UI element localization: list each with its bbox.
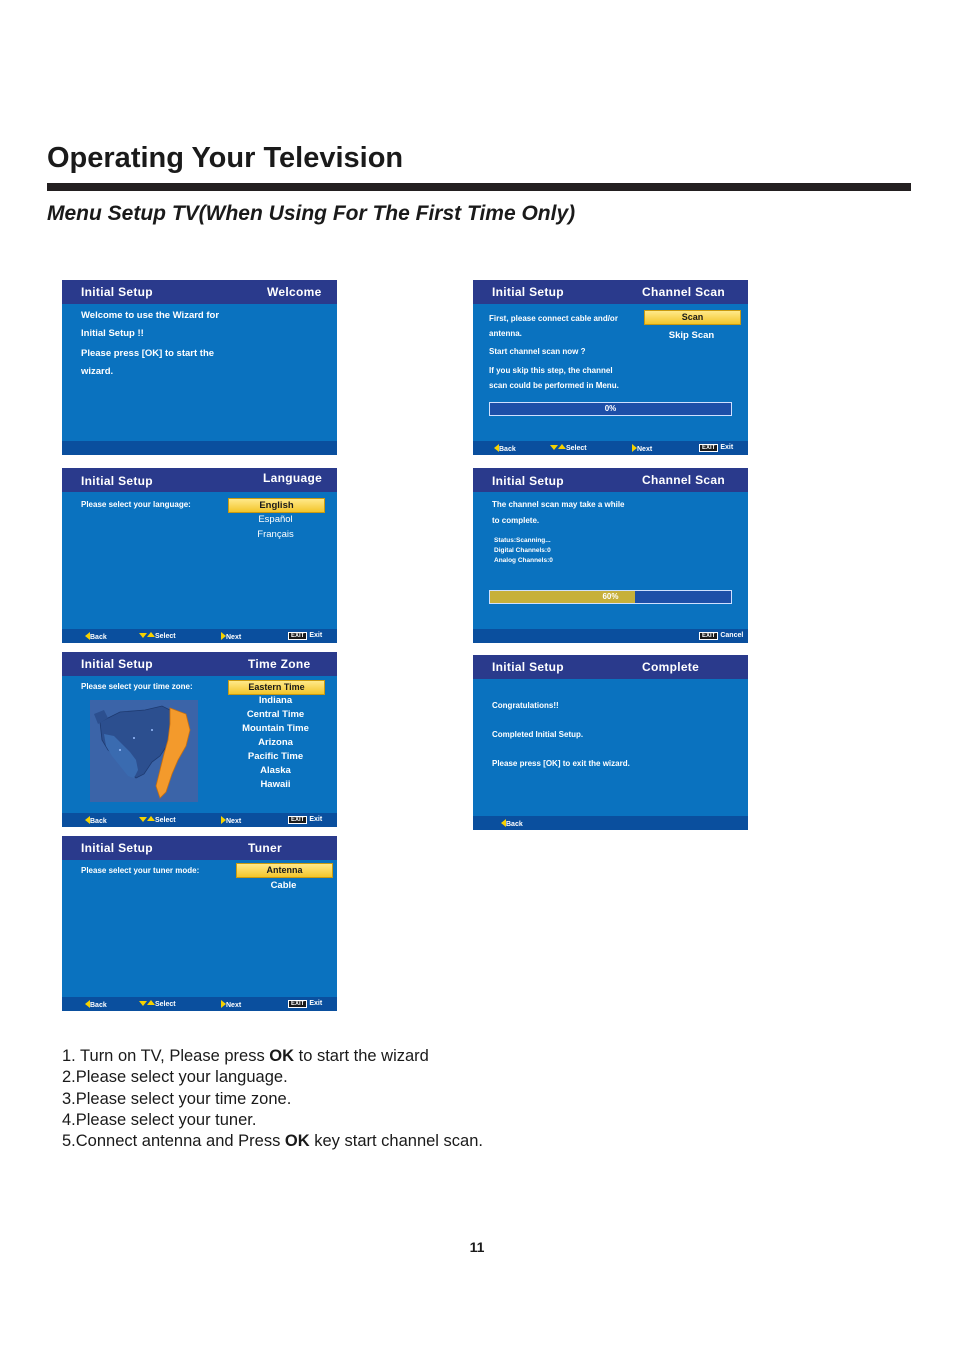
- next-hint: Next: [221, 632, 241, 641]
- screen-footer: [473, 441, 748, 455]
- header-step: Complete: [642, 660, 700, 674]
- welcome-line: Initial Setup !!: [81, 328, 144, 339]
- header-title: Initial Setup: [81, 474, 153, 488]
- exit-hint: EXIT Exit: [288, 632, 322, 639]
- header-title: Initial Setup: [81, 657, 153, 671]
- channel-scan-start-screen: [473, 280, 748, 455]
- analog-channels-count: Analog Channels:0: [494, 557, 553, 564]
- progress-label: 60%: [602, 592, 619, 601]
- header-title: Initial Setup: [492, 474, 564, 488]
- screen-footer: [473, 816, 748, 830]
- section-subtitle: Menu Setup TV(When Using For The First Time Only): [47, 202, 576, 225]
- screen-header: [62, 836, 337, 860]
- exit-key: EXIT: [288, 1000, 307, 1008]
- next-hint: Next: [221, 816, 241, 825]
- header-step: Language: [263, 471, 323, 485]
- header-step: Time Zone: [248, 657, 311, 671]
- welcome-line: Welcome to use the Wizard for: [81, 310, 220, 321]
- down-arrow-icon: [139, 633, 147, 638]
- scan-progress-bar: [489, 402, 732, 416]
- scan-info-line: scan could be performed in Menu.: [489, 381, 619, 390]
- page-number: 11: [469, 1239, 485, 1255]
- welcome-line: wizard.: [81, 366, 114, 377]
- back-hint: Back: [85, 816, 107, 825]
- screen-footer: [62, 441, 337, 455]
- language-option-francais[interactable]: Français: [257, 529, 294, 540]
- complete-line: Congratulations!!: [492, 701, 559, 710]
- tuner-option-antenna[interactable]: Antenna: [236, 863, 333, 878]
- next-hint: Next: [221, 1000, 241, 1009]
- screen-footer: [62, 997, 337, 1011]
- language-screen: [62, 468, 337, 643]
- select-hint: Select: [139, 632, 176, 640]
- exit-key: EXIT: [699, 444, 718, 452]
- screen-footer: [62, 629, 337, 643]
- time-zone-option[interactable]: Central Time: [246, 709, 305, 720]
- time-zone-option[interactable]: Hawaii: [260, 779, 291, 790]
- up-arrow-icon: [147, 632, 155, 637]
- exit-key: EXIT: [288, 816, 307, 824]
- up-arrow-icon: [558, 444, 566, 449]
- step-item: 4.Please select your tuner.: [62, 1110, 257, 1129]
- exit-key: EXIT: [288, 632, 307, 640]
- exit-hint: EXIT Exit: [699, 444, 733, 451]
- page-title: Operating Your Television: [47, 142, 404, 174]
- up-arrow-icon: [147, 1000, 155, 1005]
- scan-info-line: antenna.: [489, 329, 522, 338]
- instruction-steps: [62, 1046, 483, 1152]
- scan-info-line: The channel scan may take a while: [492, 500, 625, 509]
- back-hint: Back: [494, 444, 516, 453]
- header-step: Channel Scan: [642, 473, 725, 487]
- scan-status: Status:Scanning...: [494, 537, 551, 544]
- scan-info-line: If you skip this step, the channel: [489, 366, 613, 375]
- complete-screen: [473, 655, 748, 830]
- time-zone-option[interactable]: Eastern Time: [228, 680, 325, 695]
- map-image: [90, 700, 198, 802]
- screen-header: [473, 280, 748, 304]
- tuner-prompt: Please select your tuner mode:: [81, 866, 200, 875]
- time-zone-option[interactable]: Pacific Time: [247, 751, 304, 762]
- language-option-english[interactable]: English: [228, 498, 325, 513]
- step-item: 1. Turn on TV, Please press OK to start the wizard: [62, 1047, 429, 1065]
- title-rule: [47, 183, 911, 191]
- cancel-hint: EXIT Cancel: [699, 632, 743, 639]
- channel-scan-progress-screen: [473, 468, 748, 643]
- exit-hint: EXIT Exit: [288, 1000, 322, 1007]
- step-item: 3.Please select your time zone.: [62, 1089, 292, 1108]
- time-zone-option[interactable]: Alaska: [260, 765, 291, 776]
- down-arrow-icon: [139, 1001, 147, 1006]
- time-zone-option[interactable]: Indiana: [258, 695, 293, 706]
- back-hint: Back: [501, 819, 523, 828]
- down-arrow-icon: [550, 445, 558, 450]
- time-zone-option[interactable]: Mountain Time: [242, 723, 309, 734]
- progress-label: 0%: [604, 404, 617, 413]
- screen-header: [62, 652, 337, 676]
- back-hint: Back: [85, 1000, 107, 1009]
- tuner-screen: [62, 836, 337, 1011]
- time-zone-prompt: Please select your time zone:: [81, 682, 193, 691]
- select-hint: Select: [550, 444, 587, 452]
- header-title: Initial Setup: [81, 841, 153, 855]
- back-hint: Back: [85, 632, 107, 641]
- header-title: Initial Setup: [492, 285, 564, 299]
- down-arrow-icon: [139, 817, 147, 822]
- language-option-espanol[interactable]: Español: [258, 514, 293, 525]
- screen-header: [473, 468, 748, 492]
- exit-hint: EXIT Exit: [288, 816, 322, 823]
- header-title: Initial Setup: [81, 285, 153, 299]
- welcome-line: Please press [OK] to start the: [81, 348, 215, 359]
- scan-info-line: Start channel scan now ?: [489, 347, 586, 356]
- select-hint: Select: [139, 1000, 176, 1008]
- complete-line: Completed Initial Setup.: [492, 730, 584, 739]
- select-hint: Select: [139, 816, 176, 824]
- time-zone-screen: [62, 652, 337, 827]
- header-title: Initial Setup: [492, 660, 564, 674]
- scan-button[interactable]: Scan: [644, 310, 741, 325]
- north-america-map-icon: [90, 700, 198, 802]
- screen-footer: [62, 813, 337, 827]
- header-step: Tuner: [248, 841, 282, 855]
- screen-header: [62, 468, 337, 492]
- time-zone-option[interactable]: Arizona: [258, 737, 293, 748]
- language-prompt: Please select your language:: [81, 500, 191, 509]
- digital-channels-count: Digital Channels:0: [494, 547, 551, 554]
- tuner-option-cable[interactable]: Cable: [270, 880, 297, 891]
- next-hint: Next: [632, 444, 652, 453]
- step-item: 2.Please select your language.: [62, 1068, 288, 1087]
- welcome-screen: [62, 280, 337, 455]
- screen-header: [473, 655, 748, 679]
- step-item: 5.Connect antenna and Press OK key start channel scan.: [62, 1132, 483, 1151]
- scan-progress-bar: [489, 590, 732, 604]
- scan-info-line: First, please connect cable and/or: [489, 314, 618, 323]
- exit-key: EXIT: [699, 632, 718, 640]
- header-step: Channel Scan: [642, 285, 725, 299]
- skip-scan-button[interactable]: Skip Scan: [668, 330, 715, 341]
- scan-info-line: to complete.: [492, 516, 540, 525]
- up-arrow-icon: [147, 816, 155, 821]
- screen-footer: [473, 629, 748, 643]
- header-step: Welcome: [267, 285, 322, 299]
- screen-header: [62, 280, 337, 304]
- complete-line: Please press [OK] to exit the wizard.: [492, 759, 630, 768]
